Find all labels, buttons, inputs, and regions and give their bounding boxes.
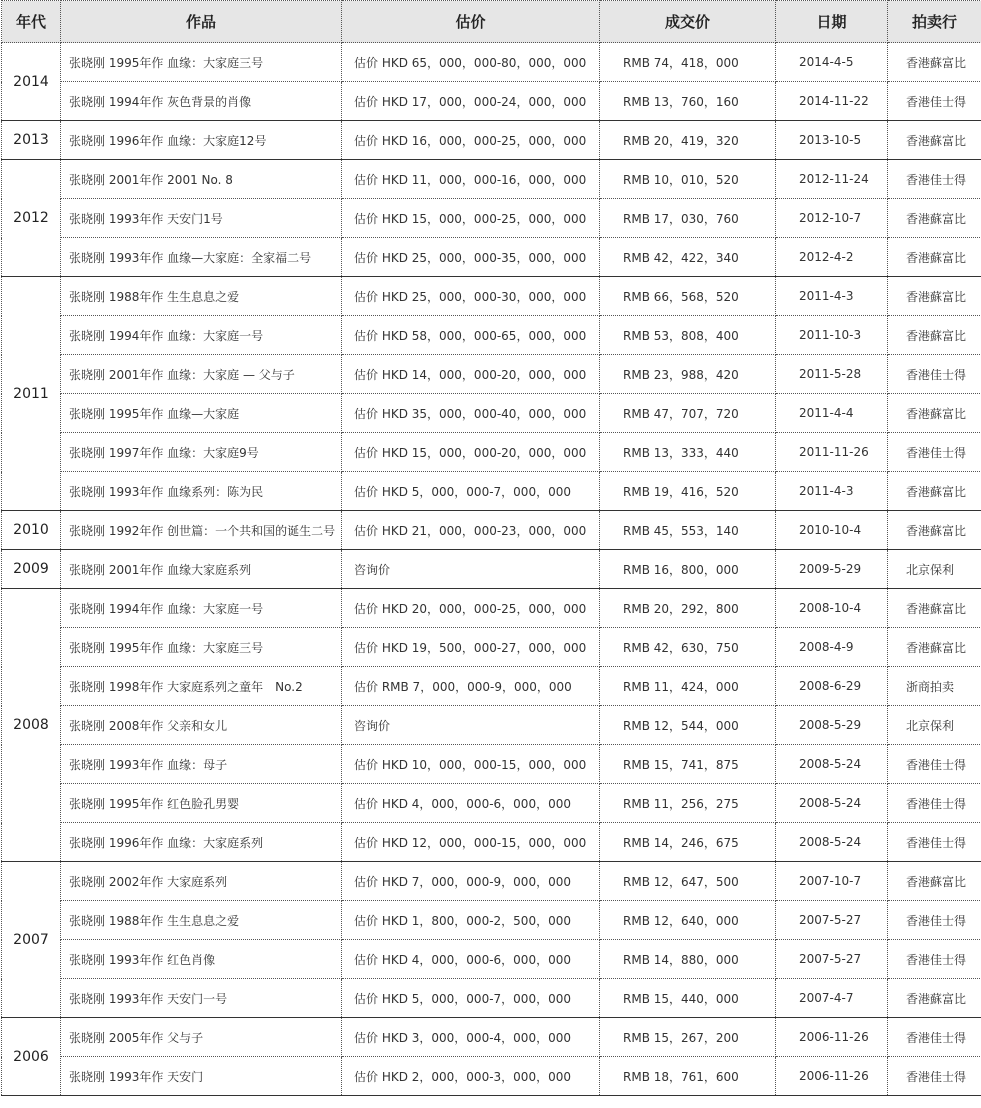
table-row (2, 472, 981, 511)
work-cell: 张晓刚 2002年作 大家庭系列 (61, 862, 342, 901)
year-cell: 2014 (2, 43, 61, 121)
work-cell: 张晓刚 1994年作 灰色背景的肖像 (61, 82, 342, 121)
work-cell: 张晓刚 1993年作 血缘：母子 (61, 745, 342, 784)
work-cell: 张晓刚 1998年作 大家庭系列之童年 No.2 (61, 667, 342, 706)
header-auction-house: 拍卖行 (888, 1, 981, 43)
work-cell: 张晓刚 1988年作 生生息息之爱 (61, 277, 342, 316)
auction-house-cell: 香港佳士得 (888, 433, 981, 472)
auction-house-cell: 香港蘇富比 (888, 628, 981, 667)
work-cell: 张晓刚 2001年作 2001 No. 8 (61, 160, 342, 199)
price-cell: RMB 15，741，875 (600, 745, 776, 784)
auction-house-cell: 浙商拍卖 (888, 667, 981, 706)
auction-house-cell: 香港蘇富比 (888, 277, 981, 316)
work-cell: 张晓刚 2001年作 血缘大家庭系列 (61, 550, 342, 589)
estimate-cell: 估价 HKD 20，000，000-25，000，000 (342, 589, 600, 628)
price-cell: RMB 10，010，520 (600, 160, 776, 199)
estimate-cell: 估价 HKD 65，000，000-80，000，000 (342, 43, 600, 82)
price-cell: RMB 20，292，800 (600, 589, 776, 628)
table-row (2, 589, 981, 628)
estimate-cell: 估价 RMB 7，000，000-9，000，000 (342, 667, 600, 706)
table-row (2, 667, 981, 706)
estimate-cell: 估价 HKD 11，000，000-16，000，000 (342, 160, 600, 199)
header-estimate: 估价 (342, 1, 600, 43)
auction-house-cell: 香港佳士得 (888, 940, 981, 979)
estimate-cell: 估价 HKD 2，000，000-3，000，000 (342, 1057, 600, 1096)
work-cell: 张晓刚 2001年作 血缘：大家庭 — 父与子 (61, 355, 342, 394)
table-row (2, 43, 981, 82)
price-cell: RMB 15，440，000 (600, 979, 776, 1018)
work-cell: 张晓刚 1995年作 血缘：大家庭三号 (61, 43, 342, 82)
table-row (2, 394, 981, 433)
price-cell: RMB 17，030，760 (600, 199, 776, 238)
auction-house-cell: 香港佳士得 (888, 355, 981, 394)
estimate-cell: 估价 HKD 58，000，000-65，000，000 (342, 316, 600, 355)
price-cell: RMB 47，707，720 (600, 394, 776, 433)
table-row (2, 199, 981, 238)
auction-house-cell: 香港蘇富比 (888, 121, 981, 160)
auction-house-cell: 香港蘇富比 (888, 511, 981, 550)
estimate-cell: 估价 HKD 4，000，000-6，000，000 (342, 784, 600, 823)
price-cell: RMB 13，760，160 (600, 82, 776, 121)
date-cell: 2008-5-24 (776, 823, 888, 862)
price-cell: RMB 12，647，500 (600, 862, 776, 901)
table-row (2, 82, 981, 121)
header-date: 日期 (776, 1, 888, 43)
price-cell: RMB 66，568，520 (600, 277, 776, 316)
table-row (2, 628, 981, 667)
table-row (2, 121, 981, 160)
estimate-cell: 估价 HKD 4，000，000-6，000，000 (342, 940, 600, 979)
price-cell: RMB 42，630，750 (600, 628, 776, 667)
work-cell: 张晓刚 1995年作 红色脸孔男婴 (61, 784, 342, 823)
price-cell: RMB 45，553，140 (600, 511, 776, 550)
estimate-cell: 咨询价 (342, 706, 600, 745)
date-cell: 2006-11-26 (776, 1018, 888, 1057)
table-row (2, 979, 981, 1018)
date-cell: 2011-4-3 (776, 472, 888, 511)
date-cell: 2007-5-27 (776, 901, 888, 940)
auction-records-table (1, 0, 981, 1096)
work-cell: 张晓刚 1995年作 血缘—大家庭 (61, 394, 342, 433)
estimate-cell: 估价 HKD 15，000，000-20，000，000 (342, 433, 600, 472)
estimate-cell: 估价 HKD 25，000，000-30，000，000 (342, 277, 600, 316)
work-cell: 张晓刚 1993年作 血缘系列：陈为民 (61, 472, 342, 511)
year-cell: 2007 (2, 862, 61, 1018)
estimate-cell: 估价 HKD 19，500，000-27，000，000 (342, 628, 600, 667)
estimate-cell: 估价 HKD 1，800，000-2，500，000 (342, 901, 600, 940)
estimate-cell: 估价 HKD 14，000，000-20，000，000 (342, 355, 600, 394)
work-cell: 张晓刚 1993年作 天安门一号 (61, 979, 342, 1018)
table-row (2, 238, 981, 277)
table-row (2, 745, 981, 784)
work-cell: 张晓刚 1993年作 血缘—大家庭：全家福二号 (61, 238, 342, 277)
estimate-cell: 估价 HKD 12，000，000-15，000，000 (342, 823, 600, 862)
date-cell: 2008-4-9 (776, 628, 888, 667)
date-cell: 2008-10-4 (776, 589, 888, 628)
year-cell: 2012 (2, 160, 61, 277)
estimate-cell: 估价 HKD 7，000，000-9，000，000 (342, 862, 600, 901)
work-cell: 张晓刚 1994年作 血缘：大家庭一号 (61, 589, 342, 628)
date-cell: 2012-11-24 (776, 160, 888, 199)
price-cell: RMB 14，246，675 (600, 823, 776, 862)
auction-house-cell: 香港蘇富比 (888, 43, 981, 82)
date-cell: 2008-5-24 (776, 745, 888, 784)
table-row (2, 823, 981, 862)
date-cell: 2008-5-24 (776, 784, 888, 823)
year-cell: 2006 (2, 1018, 61, 1096)
work-cell: 张晓刚 1988年作 生生息息之爱 (61, 901, 342, 940)
date-cell: 2013-10-5 (776, 121, 888, 160)
estimate-cell: 估价 HKD 16，000，000-25，000，000 (342, 121, 600, 160)
date-cell: 2011-11-26 (776, 433, 888, 472)
price-cell: RMB 13，333，440 (600, 433, 776, 472)
price-cell: RMB 20，419，320 (600, 121, 776, 160)
table-row (2, 550, 981, 589)
auction-house-cell: 香港佳士得 (888, 745, 981, 784)
price-cell: RMB 19，416，520 (600, 472, 776, 511)
date-cell: 2008-5-29 (776, 706, 888, 745)
date-cell: 2007-5-27 (776, 940, 888, 979)
date-cell: 2011-10-3 (776, 316, 888, 355)
auction-house-cell: 香港蘇富比 (888, 238, 981, 277)
table-row (2, 433, 981, 472)
table-row (2, 706, 981, 745)
auction-house-cell: 香港蘇富比 (888, 472, 981, 511)
date-cell: 2012-10-7 (776, 199, 888, 238)
price-cell: RMB 12，640，000 (600, 901, 776, 940)
header-row (2, 1, 981, 43)
price-cell: RMB 15，267，200 (600, 1018, 776, 1057)
auction-house-cell: 香港佳士得 (888, 1018, 981, 1057)
auction-house-cell: 香港蘇富比 (888, 316, 981, 355)
table-row (2, 901, 981, 940)
date-cell: 2007-10-7 (776, 862, 888, 901)
estimate-cell: 估价 HKD 3，000，000-4，000，000 (342, 1018, 600, 1057)
price-cell: RMB 42，422，340 (600, 238, 776, 277)
year-cell: 2009 (2, 550, 61, 589)
price-cell: RMB 18，761，600 (600, 1057, 776, 1096)
auction-house-cell: 香港蘇富比 (888, 589, 981, 628)
estimate-cell: 估价 HKD 5，000，000-7，000，000 (342, 979, 600, 1018)
year-cell: 2008 (2, 589, 61, 862)
header-year: 年代 (2, 1, 61, 43)
auction-house-cell: 香港佳士得 (888, 823, 981, 862)
date-cell: 2010-10-4 (776, 511, 888, 550)
table-row (2, 862, 981, 901)
year-cell: 2011 (2, 277, 61, 511)
estimate-cell: 咨询价 (342, 550, 600, 589)
estimate-cell: 估价 HKD 5，000，000-7，000，000 (342, 472, 600, 511)
work-cell: 张晓刚 2005年作 父与子 (61, 1018, 342, 1057)
work-cell: 张晓刚 1992年作 创世篇：一个共和国的诞生二号 (61, 511, 342, 550)
price-cell: RMB 14，880，000 (600, 940, 776, 979)
work-cell: 张晓刚 2008年作 父亲和女儿 (61, 706, 342, 745)
estimate-cell: 估价 HKD 17，000，000-24，000，000 (342, 82, 600, 121)
table-row (2, 940, 981, 979)
year-cell: 2010 (2, 511, 61, 550)
table-row (2, 1018, 981, 1057)
table-row (2, 355, 981, 394)
auction-house-cell: 香港蘇富比 (888, 862, 981, 901)
work-cell: 张晓刚 1996年作 血缘：大家庭系列 (61, 823, 342, 862)
price-cell: RMB 11，424，000 (600, 667, 776, 706)
work-cell: 张晓刚 1993年作 天安门 (61, 1057, 342, 1096)
table-row (2, 316, 981, 355)
auction-house-cell: 北京保利 (888, 550, 981, 589)
date-cell: 2007-4-7 (776, 979, 888, 1018)
auction-house-cell: 香港佳士得 (888, 784, 981, 823)
auction-house-cell: 香港佳士得 (888, 1057, 981, 1096)
date-cell: 2011-5-28 (776, 355, 888, 394)
auction-house-cell: 北京保利 (888, 706, 981, 745)
work-cell: 张晓刚 1993年作 红色肖像 (61, 940, 342, 979)
price-cell: RMB 74，418，000 (600, 43, 776, 82)
estimate-cell: 估价 HKD 35，000，000-40，000，000 (342, 394, 600, 433)
header-price: 成交价 (600, 1, 776, 43)
date-cell: 2006-11-26 (776, 1057, 888, 1096)
price-cell: RMB 11，256，275 (600, 784, 776, 823)
table-body (2, 43, 981, 1096)
header-work: 作品 (61, 1, 342, 43)
date-cell: 2008-6-29 (776, 667, 888, 706)
date-cell: 2009-5-29 (776, 550, 888, 589)
table-row (2, 511, 981, 550)
auction-house-cell: 香港蘇富比 (888, 199, 981, 238)
price-cell: RMB 16，800，000 (600, 550, 776, 589)
price-cell: RMB 53，808，400 (600, 316, 776, 355)
table-row (2, 784, 981, 823)
table-row (2, 1057, 981, 1096)
date-cell: 2014-11-22 (776, 82, 888, 121)
estimate-cell: 估价 HKD 15，000，000-25，000，000 (342, 199, 600, 238)
price-cell: RMB 23，988，420 (600, 355, 776, 394)
date-cell: 2014-4-5 (776, 43, 888, 82)
auction-house-cell: 香港佳士得 (888, 160, 981, 199)
estimate-cell: 估价 HKD 21，000，000-23，000，000 (342, 511, 600, 550)
auction-house-cell: 香港佳士得 (888, 82, 981, 121)
estimate-cell: 估价 HKD 10，000，000-15，000，000 (342, 745, 600, 784)
work-cell: 张晓刚 1993年作 天安门1号 (61, 199, 342, 238)
table-row (2, 277, 981, 316)
date-cell: 2011-4-4 (776, 394, 888, 433)
date-cell: 2011-4-3 (776, 277, 888, 316)
auction-house-cell: 香港蘇富比 (888, 979, 981, 1018)
date-cell: 2012-4-2 (776, 238, 888, 277)
auction-house-cell: 香港佳士得 (888, 901, 981, 940)
work-cell: 张晓刚 1997年作 血缘：大家庭9号 (61, 433, 342, 472)
work-cell: 张晓刚 1994年作 血缘：大家庭一号 (61, 316, 342, 355)
auction-house-cell: 香港蘇富比 (888, 394, 981, 433)
work-cell: 张晓刚 1995年作 血缘：大家庭三号 (61, 628, 342, 667)
work-cell: 张晓刚 1996年作 血缘：大家庭12号 (61, 121, 342, 160)
year-cell: 2013 (2, 121, 61, 160)
estimate-cell: 估价 HKD 25，000，000-35，000，000 (342, 238, 600, 277)
table-row (2, 160, 981, 199)
price-cell: RMB 12，544，000 (600, 706, 776, 745)
